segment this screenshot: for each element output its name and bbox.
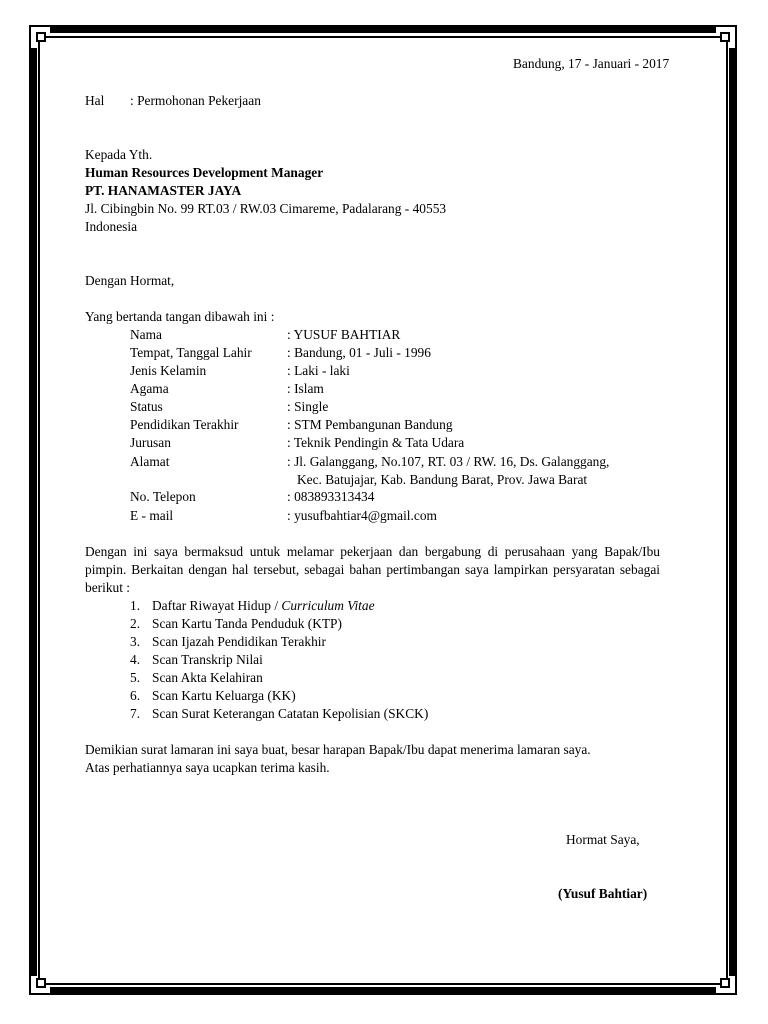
right-border-bar	[729, 48, 735, 976]
recipient-greeting: Kepada Yth.	[85, 147, 153, 162]
recipient-address: Jl. Cibingbin No. 99 RT.03 / RW.03 Cimareme, Padalarang - 40553	[85, 201, 447, 216]
list-item: Scan Kartu Keluarga (KK)	[152, 688, 296, 703]
detail-label-status: Status	[130, 399, 163, 414]
sign-off: Hormat Saya,	[566, 832, 640, 847]
letter-date: Bandung, 17 - Januari - 2017	[513, 56, 670, 71]
corner-ornament-top-left	[36, 32, 46, 42]
list-item-number: 2.	[130, 616, 141, 631]
detail-value-address: : Jl. Galanggang, No.107, RT. 03 / RW. 16, Ds. Galanggang,	[287, 454, 610, 469]
detail-value-religion: : Islam	[287, 381, 324, 396]
corner-ornament-top-right	[720, 32, 730, 42]
detail-label-gender: Jenis Kelamin	[130, 363, 207, 378]
bottom-border-bar	[50, 987, 716, 993]
list-item-italic-text: Curriculum Vitae	[281, 598, 375, 613]
detail-label-major: Jurusan	[130, 435, 171, 450]
corner-ornament-bottom-left	[36, 978, 46, 988]
detail-label-birth: Tempat, Tanggal Lahir	[130, 345, 252, 360]
recipient-company: PT. HANAMASTER JAYA	[85, 183, 242, 198]
list-item: Scan Kartu Tanda Penduduk (KTP)	[152, 616, 342, 631]
detail-value-major: : Teknik Pendingin & Tata Udara	[287, 435, 465, 450]
detail-value-address-line2: Kec. Batujajar, Kab. Bandung Barat, Prov. Jawa Barat	[297, 472, 588, 487]
detail-label-education: Pendidikan Terakhir	[130, 417, 239, 432]
recipient-country: Indonesia	[85, 219, 138, 234]
detail-value-email: : yusufbahtiar4@gmail.com	[287, 508, 437, 523]
detail-label-name: Nama	[130, 327, 162, 342]
list-item: Scan Surat Keterangan Catatan Kepolisian (SKCK)	[152, 706, 429, 721]
list-item: Scan Akta Kelahiran	[152, 670, 263, 685]
list-item-number: 3.	[130, 634, 141, 649]
list-item-number: 4.	[130, 652, 141, 667]
salutation: Dengan Hormat,	[85, 273, 175, 288]
detail-value-birth: : Bandung, 01 - Juli - 1996	[287, 345, 431, 360]
subject-value: : Permohonan Pekerjaan	[130, 93, 261, 108]
list-item: Scan Ijazah Pendidikan Terakhir	[152, 634, 326, 649]
list-item-number: 5.	[130, 670, 141, 685]
detail-value-gender: : Laki - laki	[287, 363, 350, 378]
list-item	[152, 597, 375, 615]
body-paragraph: Dengan ini saya bermaksud untuk melamar pekerjaan dan bergabung di perusahaan yang Bapak/Ibu pimpin. Berkaitan dengan hal tersebut, sebagai bahan pertimbangan saya lampirkan persyaratan sebagai berikut :	[85, 544, 660, 595]
detail-value-education: : STM Pembangunan Bandung	[287, 417, 453, 432]
detail-label-address: Alamat	[130, 454, 170, 469]
detail-value-name: : YUSUF BAHTIAR	[287, 327, 401, 342]
detail-value-phone: : 083893313434	[287, 489, 375, 504]
detail-label-phone: No. Telepon	[130, 489, 196, 504]
detail-label-email: E - mail	[130, 508, 174, 523]
subject-label: Hal	[85, 93, 105, 108]
closing-line-2: Atas perhatiannya saya ucapkan terima kasih.	[85, 760, 330, 775]
closing-line-1: Demikian surat lamaran ini saya buat, besar harapan Bapak/Ibu dapat menerima lamaran saya.	[85, 742, 591, 757]
list-item-number: 7.	[130, 706, 141, 721]
detail-label-religion: Agama	[130, 381, 169, 396]
list-item-text: Daftar Riwayat Hidup /	[152, 598, 282, 613]
detail-value-status: : Single	[287, 399, 329, 414]
list-item-number: 1.	[130, 598, 141, 613]
list-item-number: 6.	[130, 688, 141, 703]
left-border-bar	[31, 48, 37, 976]
signature-name: (Yusuf Bahtiar)	[558, 886, 648, 901]
top-border-bar	[50, 27, 716, 33]
corner-ornament-bottom-right	[720, 978, 730, 988]
recipient-position: Human Resources Development Manager	[85, 165, 324, 180]
intro-text: Yang bertanda tangan dibawah ini :	[85, 309, 275, 324]
list-item: Scan Transkrip Nilai	[152, 652, 263, 667]
